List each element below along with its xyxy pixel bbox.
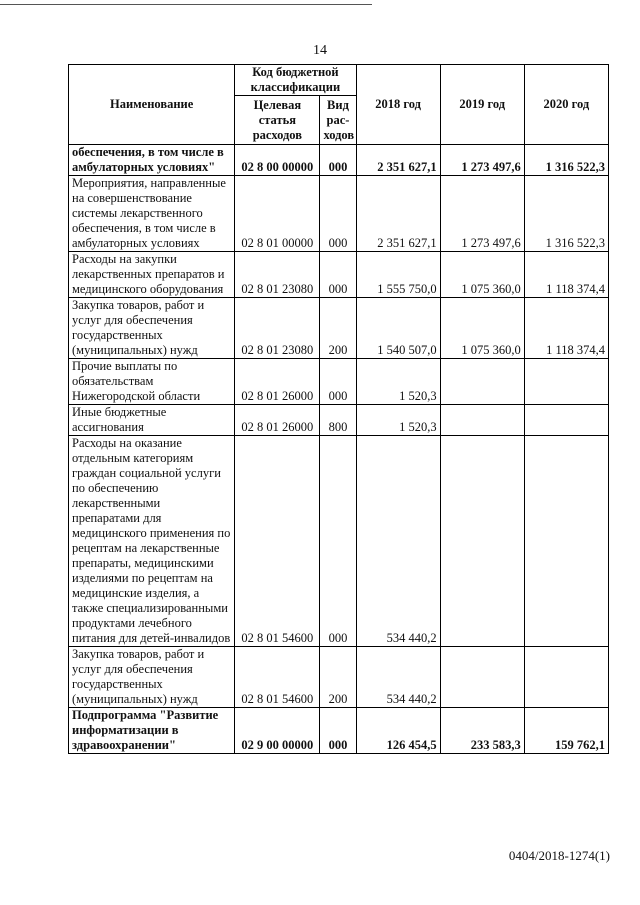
row-expense-type: 000: [320, 252, 356, 298]
row-name: Закупка товаров, работ и услуг для обеспечения государственных (муниципальных) нужд: [69, 298, 235, 359]
row-value-2018: 534 440,2: [356, 647, 440, 708]
row-expense-type: 000: [320, 145, 356, 176]
row-target-article: 02 8 01 26000: [235, 405, 320, 436]
header-2019: 2019 год: [440, 65, 524, 145]
header-expense-type: Вид рас-ходов: [320, 96, 356, 145]
row-value-2019: 1 075 360,0: [440, 252, 524, 298]
row-value-2018: 1 520,3: [356, 359, 440, 405]
row-value-2018: 2 351 627,1: [356, 145, 440, 176]
row-expense-type: 000: [320, 176, 356, 252]
table-row: [69, 298, 609, 359]
row-expense-type: 200: [320, 298, 356, 359]
row-target-article: 02 8 01 00000: [235, 176, 320, 252]
row-value-2020: [524, 647, 608, 708]
row-value-2019: 233 583,3: [440, 708, 524, 754]
row-value-2020: 1 118 374,4: [524, 298, 608, 359]
row-name: Подпрограмма "Развитие информатизации в здравоохранении": [69, 708, 235, 754]
header-budget-code: Код бюджетной классификации: [235, 65, 356, 96]
row-name: Расходы на закупки лекарственных препаратов и медицинского оборудования: [69, 252, 235, 298]
row-value-2020: [524, 359, 608, 405]
row-expense-type: 200: [320, 647, 356, 708]
row-name: Мероприятия, направленные на совершенствование системы лекарственного обеспечения, в том числе в амбулаторных условиях: [69, 176, 235, 252]
row-name: Прочие выплаты по обязательствам Нижегородской области: [69, 359, 235, 405]
row-expense-type: 000: [320, 359, 356, 405]
row-value-2018: 126 454,5: [356, 708, 440, 754]
row-name: Расходы на оказание отдельным категориям граждан социальной услуги по обеспечению лекарственными препаратами для медицинского применения по рецептам на лекарственные препараты, медицинскими изделиями по рецептам на медицинские изделия, а также специализированными продуктами лечебного питания для детей-инвалидов: [69, 436, 235, 647]
row-value-2018: 1 520,3: [356, 405, 440, 436]
row-target-article: 02 9 00 00000: [235, 708, 320, 754]
row-value-2018: 1 540 507,0: [356, 298, 440, 359]
header-name: Наименование: [69, 65, 235, 145]
row-value-2020: [524, 436, 608, 647]
row-target-article: 02 8 01 54600: [235, 647, 320, 708]
row-expense-type: 000: [320, 436, 356, 647]
table-header: [69, 65, 609, 145]
row-target-article: 02 8 01 54600: [235, 436, 320, 647]
row-value-2019: [440, 436, 524, 647]
row-value-2019: 1 273 497,6: [440, 176, 524, 252]
table-row: [69, 647, 609, 708]
page-number: 14: [313, 43, 327, 58]
row-value-2020: 159 762,1: [524, 708, 608, 754]
header-2020: 2020 год: [524, 65, 608, 145]
row-value-2019: [440, 359, 524, 405]
row-value-2020: 1 118 374,4: [524, 252, 608, 298]
table-row: [69, 359, 609, 405]
top-rule: [0, 4, 372, 5]
table-row: [69, 436, 609, 647]
row-target-article: 02 8 01 23080: [235, 298, 320, 359]
row-value-2018: 1 555 750,0: [356, 252, 440, 298]
row-value-2019: 1 075 360,0: [440, 298, 524, 359]
row-name: Закупка товаров, работ и услуг для обеспечения государственных (муниципальных) нужд: [69, 647, 235, 708]
row-value-2020: [524, 405, 608, 436]
table-row: [69, 405, 609, 436]
table-row: [69, 145, 609, 176]
header-2018: 2018 год: [356, 65, 440, 145]
row-target-article: 02 8 01 23080: [235, 252, 320, 298]
table-row: [69, 176, 609, 252]
row-expense-type: 800: [320, 405, 356, 436]
row-value-2018: 2 351 627,1: [356, 176, 440, 252]
row-target-article: 02 8 00 00000: [235, 145, 320, 176]
row-expense-type: 000: [320, 708, 356, 754]
document-code: 0404/2018-1274(1): [508, 848, 610, 863]
row-value-2019: [440, 647, 524, 708]
row-target-article: 02 8 01 26000: [235, 359, 320, 405]
row-value-2020: 1 316 522,3: [524, 176, 608, 252]
table-row: [69, 708, 609, 754]
budget-table: [68, 64, 609, 754]
header-target-article: Целевая статья расходов: [235, 96, 320, 145]
row-value-2018: 534 440,2: [356, 436, 440, 647]
row-name: Иные бюджетные ассигнования: [69, 405, 235, 436]
table-body: [69, 145, 609, 754]
row-value-2019: 1 273 497,6: [440, 145, 524, 176]
row-value-2019: [440, 405, 524, 436]
row-value-2020: 1 316 522,3: [524, 145, 608, 176]
row-name: обеспечения, в том числе в амбулаторных условиях": [69, 145, 235, 176]
table-row: [69, 252, 609, 298]
